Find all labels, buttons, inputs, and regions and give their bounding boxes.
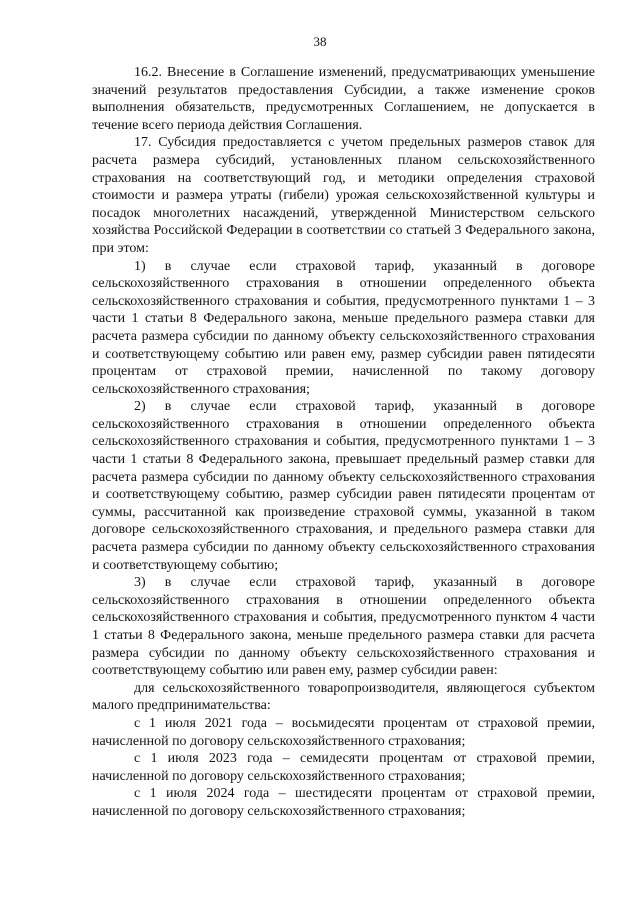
subparagraph-3: 3) в случае если страховой тариф, указанный в договоре сельскохозяйственного страхования в отношении определенного объекта сельскохозяйственного страхования и события, предусмотренного пунктом 4 части 1 статьи 8 Федерального закона, меньше предельного размера ставки для расчета размера субсидии по данному объекту сельскохозяйственного страхования и соответствующему событию или равен ему, размер субсидии равен: bbox=[92, 575, 595, 679]
subparagraph-2: 2) в случае если страховой тариф, указанный в договоре сельскохозяйственного страхования в отношении определенного объекта сельскохозяйственного страхования и события, предусмотренного пунктами 1 – 3 части 1 статьи 8 Федерального закона, превышает предельный размер ставки для расчета размера субсидии по данному объекту сельскохозяйственного страхования и соответствующему событию, размер субсидии равен пятидесяти процентам от суммы, рассчитанной как произведение страховой суммы, указанной в таком договоре сельскохозяйственного страхования, и предельного размера ставки для расчета размера субсидии по данному объекту сельскохозяйственного страхования и соответствующему событию; bbox=[92, 399, 595, 573]
small-business-clause: для сельскохозяйственного товаропроизводителя, являющегося субъектом малого предпринимательства: bbox=[92, 680, 595, 714]
paragraph-16-2: 16.2. Внесение в Соглашение изменений, предусматривающих уменьшение значений результатов предоставления Субсидии, а также изменение сроков выполнения обязательств, предусмотренных Соглашением, не допускается в течение всего периода действия Соглашения. bbox=[92, 65, 595, 133]
document-body bbox=[92, 64, 595, 821]
rate-2024: с 1 июля 2024 года – шестидесяти процентам от страховой премии, начисленной по договору сельскохозяйственного страхования; bbox=[92, 786, 595, 819]
page-number: 38 bbox=[313, 34, 327, 49]
subparagraph-1: 1) в случае если страховой тариф, указанный в договоре сельскохозяйственного страхования в отношении определенного объекта сельскохозяйственного страхования и события, предусмотренного пунктами 1 – 3 части 1 статьи 8 Федерального закона, меньше предельного размера ставки для расчета размера субсидии по данному объекту сельскохозяйственного страхования и соответствующему событию или равен ему, размер субсидии равен пятидесяти процентам от страховой премии, начисленной по такому договору сельскохозяйственного страхования; bbox=[92, 258, 595, 397]
rate-2021: с 1 июля 2021 года – восьмидесяти процентам от страховой премии, начисленной по договору сельскохозяйственного страхования; bbox=[92, 715, 595, 749]
paragraph-17: 17. Субсидия предоставляется с учетом предельных размеров ставок для расчета размера субсидий, установленных планом сельскохозяйственного страхования на соответствующий год, и методики определения страховой стоимости и размера утраты (гибели) урожая сельскохозяйственной культуры и посадок многолетних насаждений, утвержденной Министерством сельского хозяйства Российской Федерации в соответствии со статьей 3 Федерального закона, при этом: bbox=[92, 135, 595, 256]
rate-2023: с 1 июля 2023 года – семидесяти процентам от страховой премии, начисленной по договору сельскохозяйственного страхования; bbox=[92, 751, 595, 784]
